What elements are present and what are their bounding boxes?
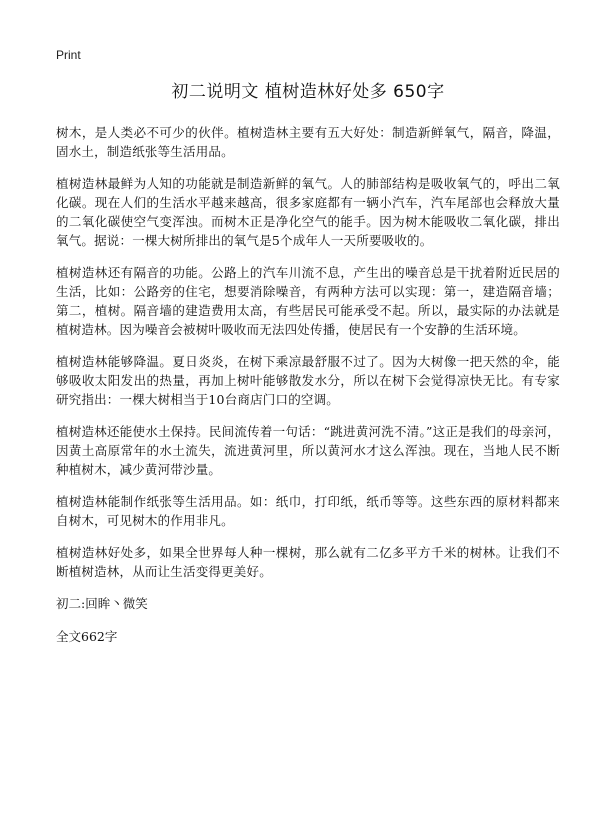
page-title: 初二说明文 植树造林好处多 650字 — [171, 82, 445, 102]
author-line: 初二:回眸丶微笑 — [56, 596, 148, 611]
paragraph-noise: 植树造林还有隔音的功能。公路上的汽车川流不息，产生出的噪音总是干扰着附近民居的生活，比如：公路旁的住宅，想要消除噪音，有两种方法可以实现：第一，建造隔音墙；第二，植树。隔音墙的建造费用太高，有些居民可能承受不起。所以，最实际的办法就是植树造林。因为噪音会被树叶吸收而无法四处传播，使居民有一个安静的生活环境。 — [56, 265, 560, 337]
paragraph-paper: 植树造林能制作纸张等生活用品。如：纸巾，打印纸，纸币等等。这些东西的原材料都来自树木，可见树木的作用非凡。 — [56, 494, 560, 528]
word-count: 全文662字 — [56, 629, 118, 644]
paragraph-conclusion: 植树造林好处多，如果全世界每人种一棵树，那么就有二亿多平方千米的树林。让我们不断植树造林，从而让生活变得更美好。 — [56, 545, 560, 579]
paragraph-cooling: 植树造林能够降温。夏日炎炎，在树下乘凉最舒服不过了。因为大树像一把天然的伞，能够吸收太阳发出的热量，再加上树叶能够散发水分，所以在树下会觉得凉快无比。有专家研究指出：一棵大树相当于10台商店门口的空调。 — [56, 354, 560, 407]
print-link[interactable]: Print — [56, 48, 81, 62]
paragraph-soil: 植树造林还能使水土保持。民间流传着一句话：“跳进黄河洗不清。”这正是我们的母亲河，因黄土高原常年的水土流失，流进黄河里，所以黄河水才这么浑浊。现在，当地人民不断种植树木，减少黄河带沙量。 — [56, 424, 560, 477]
paragraph-intro: 树木，是人类必不可少的伙伴。植树造林主要有五大好处：制造新鲜氧气，隔音，降温，固水土，制造纸张等生活用品。 — [56, 125, 560, 159]
paragraph-oxygen: 植树造林最鲜为人知的功能就是制造新鲜的氧气。人的肺部结构是吸收氧气的，呼出二氧化碳。现在人们的生活水平越来越高，很多家庭都有一辆小汽车，汽车尾部也会释放大量的二氧化碳使空气变浑浊。而树木正是净化空气的能手。因为树木能吸收二氧化碳，排出氧气。据说：一棵大树所排出的氧气是5个成年人一天所要吸收的。 — [56, 176, 560, 248]
